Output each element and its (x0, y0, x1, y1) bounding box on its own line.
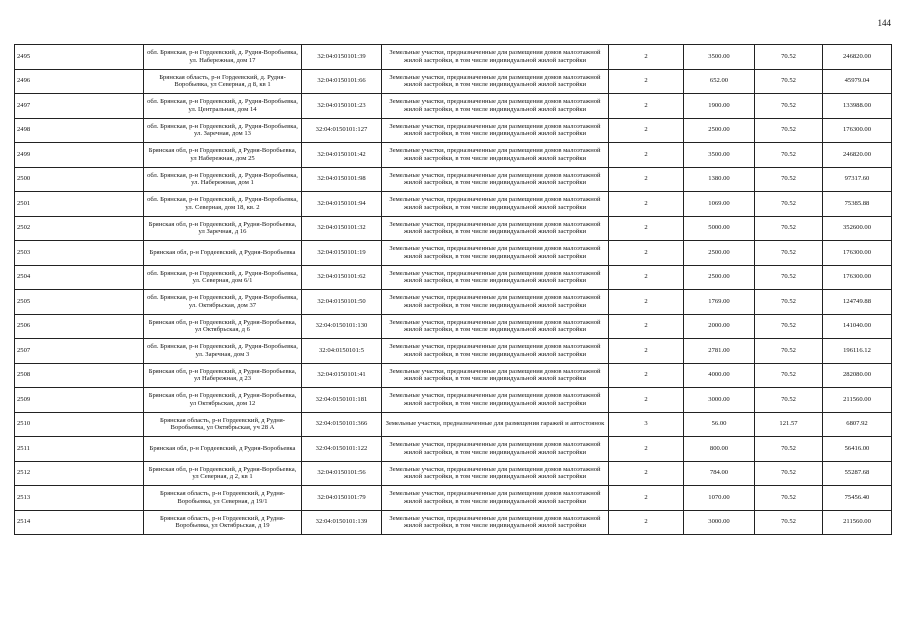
area-cell: 2781.00 (684, 339, 755, 364)
table-row (15, 45, 892, 70)
cadastral-value-cell: 211560.00 (823, 510, 892, 535)
cadastral-value-cell: 97317.60 (823, 167, 892, 192)
specific-value-cell: 70.52 (755, 69, 823, 94)
address-cell: Брянская обл, р-н Гордеевский, д Рудня-Воробьевка, ул Октябрьская, дом 12 (144, 388, 302, 413)
cadastral-value-cell: 196116.12 (823, 339, 892, 364)
cadastral-value-cell: 176300.00 (823, 241, 892, 266)
cadastral-number-cell: 32:04:0150101:41 (302, 363, 382, 388)
row-number-cell: 2500 (15, 167, 144, 192)
row-number-cell: 2504 (15, 265, 144, 290)
use-group-cell: 2 (609, 461, 684, 486)
permitted-use-cell: Земельные участки, предназначенные для размещения домов малоэтажной жилой застройки, в том числе индивидуальной жилой застройки (382, 94, 609, 119)
cadastral-number-cell: 32:04:0150101:50 (302, 290, 382, 315)
permitted-use-cell: Земельные участки, предназначенные для размещения домов малоэтажной жилой застройки, в том числе индивидуальной жилой застройки (382, 339, 609, 364)
permitted-use-cell: Земельные участки, предназначенные для размещения домов малоэтажной жилой застройки, в том числе индивидуальной жилой застройки (382, 437, 609, 462)
specific-value-cell: 70.52 (755, 143, 823, 168)
specific-value-cell: 70.52 (755, 118, 823, 143)
address-cell: обл. Брянская, р-н Гордеевский, д. Рудня-Воробьевка, ул. Заречная, дом 3 (144, 339, 302, 364)
use-group-cell: 2 (609, 241, 684, 266)
specific-value-cell: 70.52 (755, 388, 823, 413)
specific-value-cell: 70.52 (755, 437, 823, 462)
table-row (15, 265, 892, 290)
use-group-cell: 2 (609, 45, 684, 70)
land-registry-table (14, 44, 892, 535)
row-number-cell: 2497 (15, 94, 144, 119)
cadastral-number-cell: 32:04:0150101:98 (302, 167, 382, 192)
permitted-use-cell: Земельные участки, предназначенные для размещения домов малоэтажной жилой застройки, в том числе индивидуальной жилой застройки (382, 143, 609, 168)
area-cell: 2500.00 (684, 241, 755, 266)
area-cell: 2500.00 (684, 265, 755, 290)
cadastral-number-cell: 32:04:0150101:5 (302, 339, 382, 364)
use-group-cell: 2 (609, 192, 684, 217)
cadastral-number-cell: 32:04:0150101:79 (302, 486, 382, 511)
address-cell: обл. Брянская, р-н Гордеевский, д. Рудня-Воробьевка, ул. Набережная, дом 17 (144, 45, 302, 70)
area-cell: 1900.00 (684, 94, 755, 119)
specific-value-cell: 70.52 (755, 265, 823, 290)
use-group-cell: 2 (609, 167, 684, 192)
cadastral-number-cell: 32:04:0150101:66 (302, 69, 382, 94)
address-cell: обл. Брянская, р-н Гордеевский, д. Рудня-Воробьевка, ул. Северная, дом 18, кв. 2 (144, 192, 302, 217)
cadastral-value-cell: 75456.40 (823, 486, 892, 511)
table-row (15, 69, 892, 94)
use-group-cell: 2 (609, 437, 684, 462)
specific-value-cell: 70.52 (755, 510, 823, 535)
permitted-use-cell: Земельные участки, предназначенные для размещения домов малоэтажной жилой застройки, в том числе индивидуальной жилой застройки (382, 290, 609, 315)
cadastral-number-cell: 32:04:0150101:32 (302, 216, 382, 241)
cadastral-number-cell: 32:04:0150101:56 (302, 461, 382, 486)
page-number: 144 (877, 18, 891, 28)
specific-value-cell: 70.52 (755, 314, 823, 339)
use-group-cell: 2 (609, 216, 684, 241)
use-group-cell: 3 (609, 412, 684, 437)
permitted-use-cell: Земельные участки, предназначенные для размещения домов малоэтажной жилой застройки, в том числе индивидуальной жилой застройки (382, 314, 609, 339)
cadastral-value-cell: 176300.00 (823, 118, 892, 143)
table-row (15, 388, 892, 413)
area-cell: 5000.00 (684, 216, 755, 241)
permitted-use-cell: Земельные участки, предназначенные для размещения домов малоэтажной жилой застройки, в том числе индивидуальной жилой застройки (382, 216, 609, 241)
permitted-use-cell: Земельные участки, предназначенные для размещения домов малоэтажной жилой застройки, в том числе индивидуальной жилой застройки (382, 167, 609, 192)
use-group-cell: 2 (609, 388, 684, 413)
row-number-cell: 2507 (15, 339, 144, 364)
area-cell: 3000.00 (684, 510, 755, 535)
area-cell: 2500.00 (684, 118, 755, 143)
specific-value-cell: 70.52 (755, 167, 823, 192)
address-cell: Брянская область, р-н Гордеевский, д Рудня-Воробьевка, ул Октябрьская, д 19 (144, 510, 302, 535)
area-cell: 3000.00 (684, 388, 755, 413)
specific-value-cell: 70.52 (755, 339, 823, 364)
address-cell: обл. Брянская, р-н Гордеевский, д. Рудня-Воробьевка, ул. Набережная, дом 1 (144, 167, 302, 192)
permitted-use-cell: Земельные участки, предназначенные для размещения домов малоэтажной жилой застройки, в том числе индивидуальной жилой застройки (382, 69, 609, 94)
specific-value-cell: 70.52 (755, 290, 823, 315)
table-row (15, 192, 892, 217)
table-row (15, 486, 892, 511)
area-cell: 1069.00 (684, 192, 755, 217)
use-group-cell: 2 (609, 118, 684, 143)
area-cell: 784.00 (684, 461, 755, 486)
permitted-use-cell: Земельные участки, предназначенные для размещения домов малоэтажной жилой застройки, в том числе индивидуальной жилой застройки (382, 118, 609, 143)
cadastral-number-cell: 32:04:0150101:139 (302, 510, 382, 535)
row-number-cell: 2495 (15, 45, 144, 70)
specific-value-cell: 70.52 (755, 363, 823, 388)
use-group-cell: 2 (609, 265, 684, 290)
specific-value-cell: 70.52 (755, 45, 823, 70)
row-number-cell: 2505 (15, 290, 144, 315)
cadastral-number-cell: 32:04:0150101:62 (302, 265, 382, 290)
permitted-use-cell: Земельные участки, предназначенные для размещения домов малоэтажной жилой застройки, в том числе индивидуальной жилой застройки (382, 461, 609, 486)
address-cell: Брянская обл, р-н Гордеевский, д Рудня-Воробьевка, ул Октябрьская, д 6 (144, 314, 302, 339)
permitted-use-cell: Земельные участки, предназначенные для размещения домов малоэтажной жилой застройки, в том числе индивидуальной жилой застройки (382, 241, 609, 266)
cadastral-number-cell: 32:04:0150101:42 (302, 143, 382, 168)
table-row (15, 118, 892, 143)
use-group-cell: 2 (609, 486, 684, 511)
address-cell: Брянская область, р-н Гордеевский, д Рудня-Воробьевка, ул Октябрьская, уч 28 А (144, 412, 302, 437)
table-row (15, 290, 892, 315)
area-cell: 800.00 (684, 437, 755, 462)
row-number-cell: 2510 (15, 412, 144, 437)
address-cell: обл. Брянская, р-н Гордеевский, д. Рудня-Воробьевка, ул. Заречная, дом 13 (144, 118, 302, 143)
address-cell: Брянская обл, р-н Гордеевский, д Рудня-Воробьевка, ул Набережная, д 23 (144, 363, 302, 388)
address-cell: Брянская обл, р-н Гордеевский, д Рудня-Воробьевка, ул Набережная, дом 25 (144, 143, 302, 168)
permitted-use-cell: Земельные участки, предназначенные для размещения домов малоэтажной жилой застройки, в том числе индивидуальной жилой застройки (382, 265, 609, 290)
cadastral-value-cell: 45979.04 (823, 69, 892, 94)
table-body (15, 45, 892, 535)
use-group-cell: 2 (609, 314, 684, 339)
area-cell: 652.00 (684, 69, 755, 94)
cadastral-value-cell: 75385.88 (823, 192, 892, 217)
address-cell: Брянская обл, р-н Гордеевский, д Рудня-Воробьевка, ул Северная, д 2, кв 1 (144, 461, 302, 486)
use-group-cell: 2 (609, 363, 684, 388)
use-group-cell: 2 (609, 69, 684, 94)
cadastral-number-cell: 32:04:0150101:181 (302, 388, 382, 413)
cadastral-number-cell: 32:04:0150101:94 (302, 192, 382, 217)
row-number-cell: 2514 (15, 510, 144, 535)
table-row (15, 339, 892, 364)
permitted-use-cell: Земельные участки, предназначенные для размещения гаражей и автостоянок (382, 412, 609, 437)
area-cell: 1380.00 (684, 167, 755, 192)
row-number-cell: 2503 (15, 241, 144, 266)
table-row (15, 94, 892, 119)
address-cell: Брянская область, р-н Гордеевский, д. Рудня-Воробьевка, ул Северная, д 8, кв 1 (144, 69, 302, 94)
specific-value-cell: 70.52 (755, 216, 823, 241)
table-row (15, 241, 892, 266)
table-row (15, 216, 892, 241)
address-cell: Брянская обл, р-н Гордеевский, д Рудня-Воробьевка (144, 241, 302, 266)
cadastral-value-cell: 246820.00 (823, 45, 892, 70)
permitted-use-cell: Земельные участки, предназначенные для размещения домов малоэтажной жилой застройки, в том числе индивидуальной жилой застройки (382, 486, 609, 511)
row-number-cell: 2501 (15, 192, 144, 217)
cadastral-number-cell: 32:04:0150101:127 (302, 118, 382, 143)
permitted-use-cell: Земельные участки, предназначенные для размещения домов малоэтажной жилой застройки, в том числе индивидуальной жилой застройки (382, 192, 609, 217)
cadastral-number-cell: 32:04:0150101:366 (302, 412, 382, 437)
use-group-cell: 2 (609, 290, 684, 315)
row-number-cell: 2502 (15, 216, 144, 241)
cadastral-number-cell: 32:04:0150101:19 (302, 241, 382, 266)
table-row (15, 461, 892, 486)
row-number-cell: 2496 (15, 69, 144, 94)
cadastral-value-cell: 211560.00 (823, 388, 892, 413)
cadastral-value-cell: 141040.00 (823, 314, 892, 339)
table-row (15, 510, 892, 535)
table-row (15, 167, 892, 192)
row-number-cell: 2513 (15, 486, 144, 511)
address-cell: Брянская обл, р-н Гордеевский, д Рудня-Воробьевка (144, 437, 302, 462)
cadastral-number-cell: 32:04:0150101:39 (302, 45, 382, 70)
cadastral-value-cell: 282080.00 (823, 363, 892, 388)
area-cell: 1070.00 (684, 486, 755, 511)
address-cell: Брянская область, р-н Гордеевский, д Рудня-Воробьевка, ул Северная, д 19/1 (144, 486, 302, 511)
cadastral-value-cell: 124749.88 (823, 290, 892, 315)
cadastral-value-cell: 55287.68 (823, 461, 892, 486)
cadastral-value-cell: 6807.92 (823, 412, 892, 437)
permitted-use-cell: Земельные участки, предназначенные для размещения домов малоэтажной жилой застройки, в том числе индивидуальной жилой застройки (382, 363, 609, 388)
area-cell: 56.00 (684, 412, 755, 437)
specific-value-cell: 70.52 (755, 192, 823, 217)
area-cell: 3500.00 (684, 45, 755, 70)
cadastral-number-cell: 32:04:0150101:122 (302, 437, 382, 462)
permitted-use-cell: Земельные участки, предназначенные для размещения домов малоэтажной жилой застройки, в том числе индивидуальной жилой застройки (382, 388, 609, 413)
row-number-cell: 2509 (15, 388, 144, 413)
row-number-cell: 2508 (15, 363, 144, 388)
row-number-cell: 2498 (15, 118, 144, 143)
table-row (15, 363, 892, 388)
use-group-cell: 2 (609, 143, 684, 168)
cadastral-value-cell: 133988.00 (823, 94, 892, 119)
specific-value-cell: 121.57 (755, 412, 823, 437)
use-group-cell: 2 (609, 94, 684, 119)
address-cell: Брянская обл, р-н Гордеевский, д Рудня-Воробьевка, ул Заречная, д 16 (144, 216, 302, 241)
cadastral-value-cell: 176300.00 (823, 265, 892, 290)
permitted-use-cell: Земельные участки, предназначенные для размещения домов малоэтажной жилой застройки, в том числе индивидуальной жилой застройки (382, 510, 609, 535)
row-number-cell: 2506 (15, 314, 144, 339)
table-row (15, 314, 892, 339)
row-number-cell: 2499 (15, 143, 144, 168)
address-cell: обл. Брянская, р-н Гордеевский, д. Рудня-Воробьевка, ул. Северная, дом 6/1 (144, 265, 302, 290)
table-row (15, 412, 892, 437)
table-row (15, 437, 892, 462)
address-cell: обл. Брянская, р-н Гордеевский, д. Рудня-Воробьевка, ул. Октябрьская, дом 37 (144, 290, 302, 315)
specific-value-cell: 70.52 (755, 94, 823, 119)
cadastral-number-cell: 32:04:0150101:130 (302, 314, 382, 339)
permitted-use-cell: Земельные участки, предназначенные для размещения домов малоэтажной жилой застройки, в том числе индивидуальной жилой застройки (382, 45, 609, 70)
use-group-cell: 2 (609, 339, 684, 364)
specific-value-cell: 70.52 (755, 241, 823, 266)
address-cell: обл. Брянская, р-н Гордеевский, д. Рудня-Воробьевка, ул. Центральная, дом 14 (144, 94, 302, 119)
table-row (15, 143, 892, 168)
area-cell: 3500.00 (684, 143, 755, 168)
use-group-cell: 2 (609, 510, 684, 535)
specific-value-cell: 70.52 (755, 461, 823, 486)
row-number-cell: 2511 (15, 437, 144, 462)
area-cell: 2000.00 (684, 314, 755, 339)
area-cell: 4000.00 (684, 363, 755, 388)
row-number-cell: 2512 (15, 461, 144, 486)
cadastral-value-cell: 246820.00 (823, 143, 892, 168)
specific-value-cell: 70.52 (755, 486, 823, 511)
cadastral-value-cell: 352600.00 (823, 216, 892, 241)
cadastral-number-cell: 32:04:0150101:23 (302, 94, 382, 119)
area-cell: 1769.00 (684, 290, 755, 315)
cadastral-value-cell: 56416.00 (823, 437, 892, 462)
